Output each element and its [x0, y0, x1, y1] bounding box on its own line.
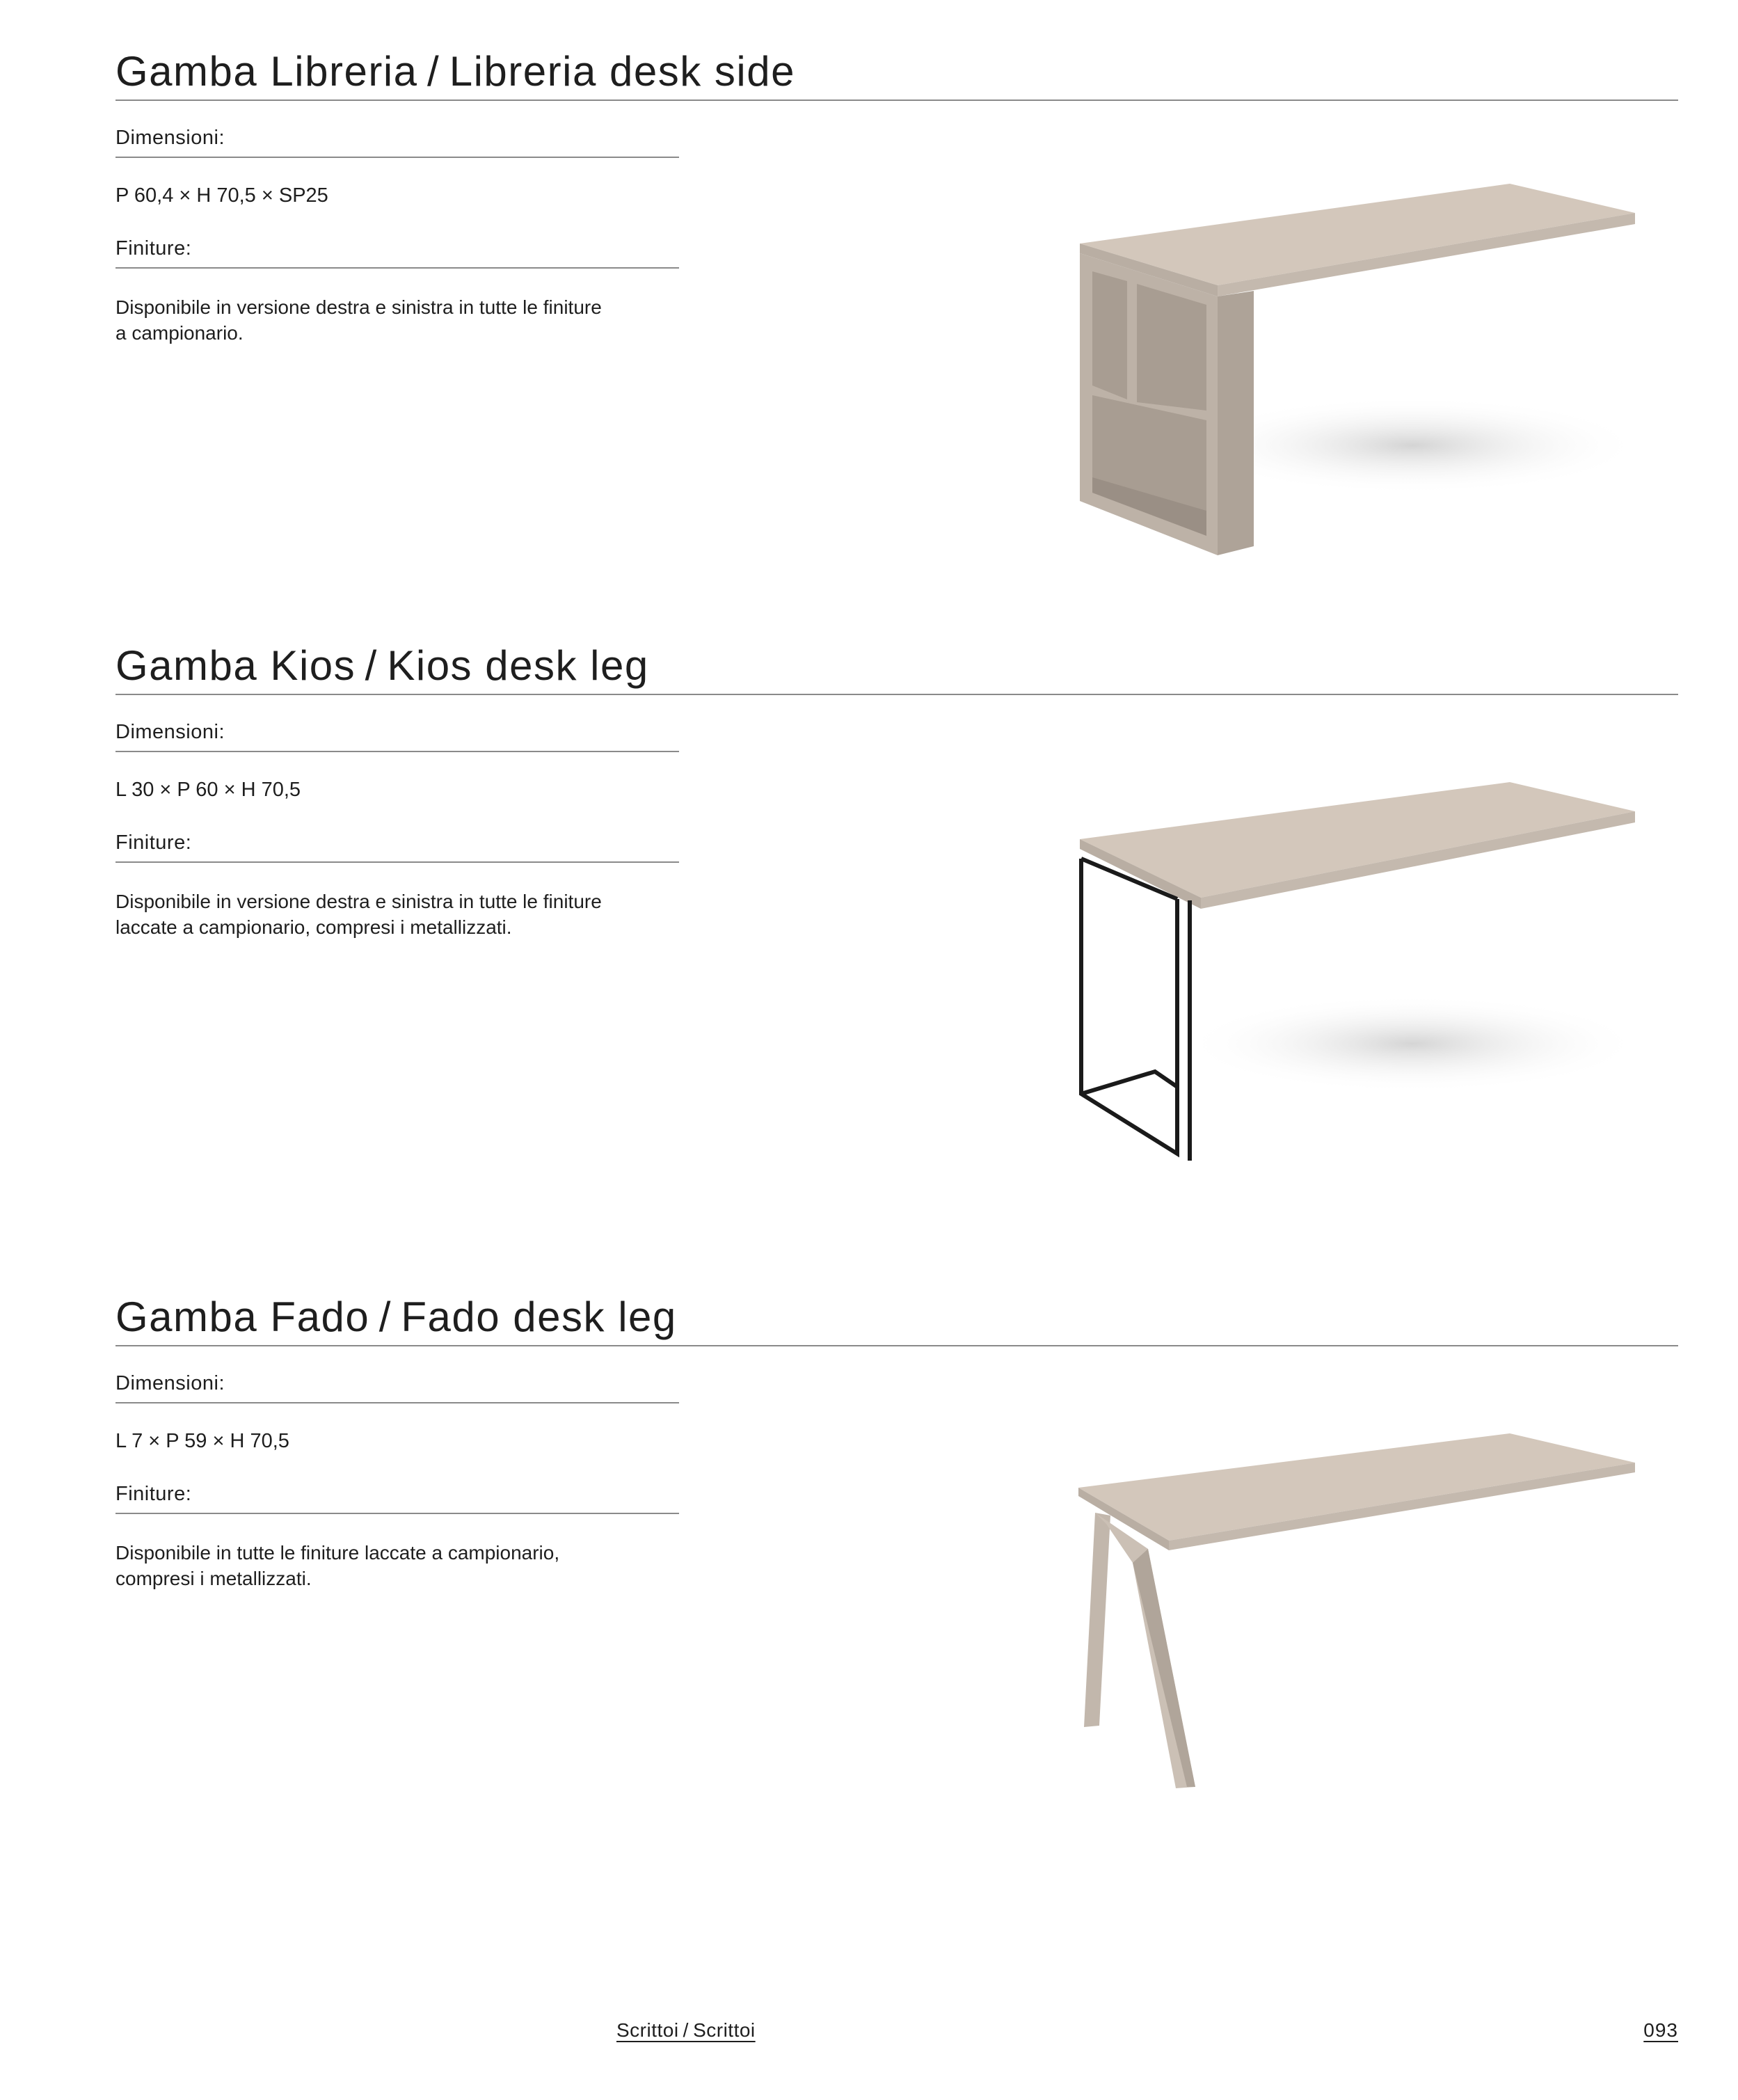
title-divider — [115, 100, 1678, 101]
dimensions-value: L 30 × P 60 × H 70,5 — [115, 779, 301, 801]
desk-leg-front-shade — [1133, 1549, 1195, 1787]
finishes-label: Finiture: — [115, 237, 192, 260]
floor-shadow — [1183, 995, 1642, 1092]
dimensions-divider — [115, 157, 679, 158]
desk-top — [1078, 1433, 1635, 1541]
finishes-description — [115, 889, 672, 940]
finishes-line: a campionario. — [115, 322, 244, 344]
dimensions-divider — [115, 1402, 679, 1403]
dimensions-label: Dimensioni: — [115, 1372, 225, 1394]
desk-leg-back — [1084, 1513, 1110, 1727]
shelf-compartment — [1092, 271, 1127, 399]
libreria-desk-illustration — [1065, 174, 1642, 571]
finishes-description — [115, 1540, 672, 1591]
finishes-line: compresi i metallizzati. — [115, 1568, 312, 1589]
finishes-description — [115, 294, 672, 346]
finishes-line: Disponibile in versione destra e sinistra in tutte le finiture — [115, 891, 602, 912]
dimensions-label: Dimensioni: — [115, 127, 225, 149]
page-number[interactable]: 093 — [1643, 2019, 1678, 2041]
dimensions-divider — [115, 751, 679, 752]
footer-section-link[interactable]: Scrittoi / Scrittoi — [616, 2019, 756, 2041]
title-divider — [115, 1345, 1678, 1346]
section-title: Gamba Libreria / Libreria desk side — [115, 48, 795, 95]
finishes-line: laccate a campionario, compresi i metallizzati. — [115, 916, 512, 938]
finishes-divider — [115, 1513, 679, 1514]
finishes-line: Disponibile in versione destra e sinistra in tutte le finiture — [115, 296, 602, 318]
dimensions-value: L 7 × P 59 × H 70,5 — [115, 1430, 289, 1452]
dimensions-label: Dimensioni: — [115, 721, 225, 743]
kios-desk-illustration — [1065, 772, 1642, 1169]
finishes-divider — [115, 861, 679, 863]
fado-desk-illustration — [1065, 1426, 1642, 1802]
title-divider — [115, 694, 1678, 695]
finishes-divider — [115, 267, 679, 269]
finishes-label: Finiture: — [115, 1483, 192, 1505]
section-title: Gamba Fado / Fado desk leg — [115, 1294, 677, 1340]
metal-frame-leg — [1081, 859, 1190, 1161]
shelf-compartment — [1137, 284, 1206, 411]
finishes-label: Finiture: — [115, 832, 192, 854]
section-title: Gamba Kios / Kios desk leg — [115, 642, 649, 689]
finishes-line: Disponibile in tutte le finiture laccate a campionario, — [115, 1542, 560, 1564]
bookcase-side — [1218, 291, 1254, 555]
dimensions-value: P 60,4 × H 70,5 × SP25 — [115, 184, 328, 207]
